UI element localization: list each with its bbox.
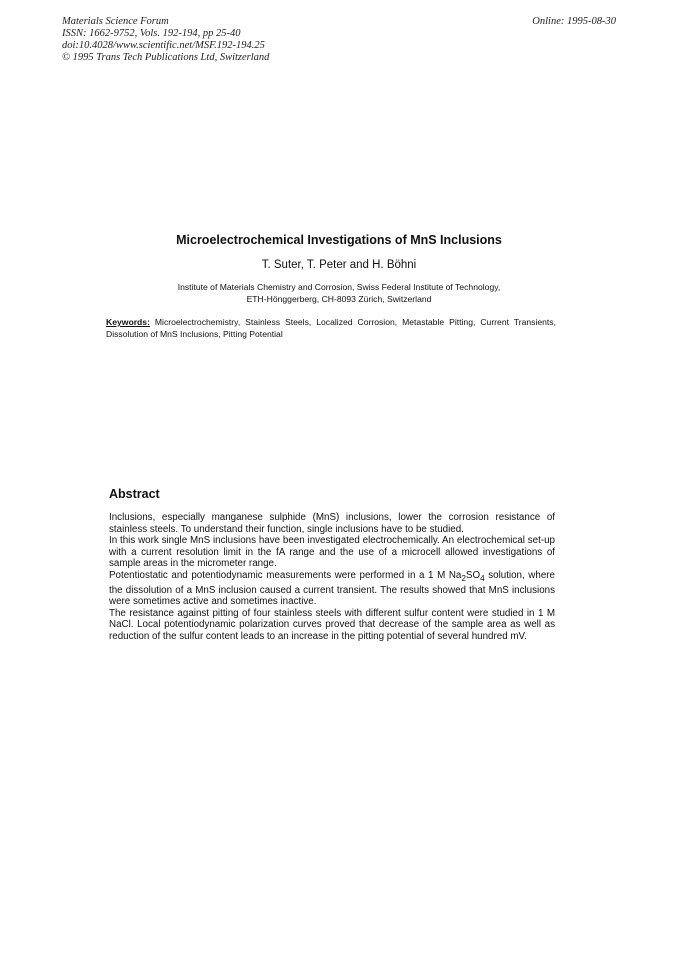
abstract-p3-mid: SO (465, 569, 481, 581)
abstract-paragraph-3 (109, 570, 555, 608)
abstract-paragraph-1: Inclusions, especially manganese sulphide (MnS) inclusions, lower the corrosion resistance of stainless steels. To understand their function, single inclusions have to be studied. (109, 512, 555, 535)
abstract-paragraph-4: The resistance against pitting of four stainless steels with different sulfur content were studied in 1 M NaCl. Local potentiodynamic polarization curves proved that decrease of the sample area as well as reduction of the sulfur content leads to an increase in the pitting potential of several hundred mV. (109, 607, 555, 642)
copyright-line: © 1995 Trans Tech Publications Ltd, Switzerland (62, 52, 270, 63)
keywords-text: Microelectrochemistry, Stainless Steels, Localized Corrosion, Metastable Pitting, Current Transients, Dissolution of MnS Inclusions, Pitting Potential (106, 317, 556, 339)
paper-authors: T. Suter, T. Peter and H. Böhni (261, 259, 417, 271)
publication-header (62, 16, 269, 64)
doi-line[interactable]: doi:10.4028/www.scientific.net/MSF.192-194.25 (62, 40, 265, 51)
abstract-body (109, 512, 555, 642)
affiliation-line-2: ETH-Hönggerberg, CH-8093 Zürich, Switzerland (246, 294, 432, 304)
abstract-paragraph-2: In this work single MnS inclusions have been investigated electrochemically. An electrochemical set-up with a current resolution limit in the fA range and the use of a microcell allowed investigations of sample areas in the micrometer range. (109, 535, 555, 570)
paper-title: Microelectrochemical Investigations of MnS Inclusions (176, 233, 502, 247)
affiliation (0, 281, 678, 305)
issn-line: ISSN: 1662-9752, Vols. 192-194, pp 25-40 (62, 28, 241, 39)
subscript-4: 4 (480, 573, 485, 583)
online-date: Online: 1995-08-30 (532, 16, 616, 27)
keywords-label: Keywords: (106, 317, 150, 327)
abstract-p3-after: solution, where the dissolution of a MnS inclusion caused a current transient. The results showed that MnS inclusions were sometimes active and sometimes inactive. (109, 569, 555, 608)
affiliation-line-1: Institute of Materials Chemistry and Corrosion, Swiss Federal Institute of Technology, (177, 282, 501, 292)
abstract-heading: Abstract (109, 487, 160, 501)
abstract-p3-before: Potentiostatic and potentiodynamic measurements were performed in a 1 M Na (109, 569, 462, 581)
journal-name: Materials Science Forum (62, 16, 169, 27)
keywords (106, 317, 556, 340)
subscript-2: 2 (461, 573, 466, 583)
